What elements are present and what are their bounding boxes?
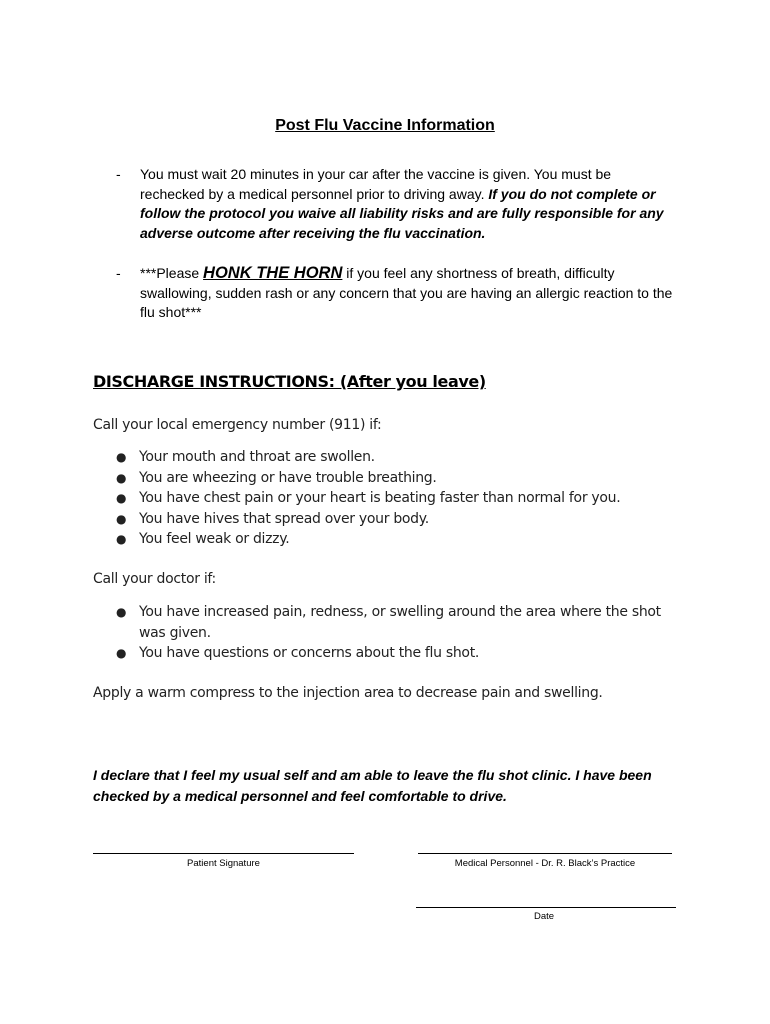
- emergency-intro: Call your local emergency number (911) if:: [93, 417, 382, 433]
- list-item-text: You are wheezing or have trouble breathing.: [139, 469, 437, 486]
- list-item: [116, 643, 686, 664]
- page-title: Post Flu Vaccine Information: [275, 117, 495, 134]
- list-item: [116, 509, 686, 530]
- list-item: [116, 529, 686, 550]
- medical-personnel-caption: Medical Personnel - Dr. R. Black’s Practice: [454, 858, 636, 869]
- list-item: [116, 488, 686, 509]
- list-item-text: You have increased pain, redness, or swelling around the area where the shot was given.: [139, 604, 661, 641]
- bullet-icon: ●: [116, 532, 127, 547]
- bullet-icon: ●: [116, 605, 127, 619]
- list-item: [116, 468, 686, 489]
- compress-instruction: Apply a warm compress to the injection area to decrease pain and swelling.: [93, 685, 603, 701]
- bullet-icon: ●: [116, 491, 127, 506]
- list-item: [116, 602, 686, 643]
- declaration-statement: I declare that I feel my usual self and am able to leave the flu shot clinic. I have been checked by a medical personnel and feel comfortable to drive.: [93, 767, 652, 804]
- bullet-icon: ●: [116, 646, 127, 661]
- honk-notice: [116, 264, 676, 323]
- list-item-text: You have questions or concerns about the flu shot.: [139, 645, 480, 662]
- dash-marker: -: [116, 166, 121, 182]
- list-item: [116, 447, 686, 468]
- date-line[interactable]: [416, 907, 676, 908]
- list-item-text: You have hives that spread over your body.: [139, 510, 429, 527]
- honk-prefix: ***Please: [140, 265, 204, 281]
- date-caption: Date: [533, 911, 555, 922]
- dash-marker: -: [116, 265, 121, 281]
- list-item-text: Your mouth and throat are swollen.: [139, 449, 375, 465]
- list-item-text: You feel weak or dizzy.: [139, 531, 290, 548]
- doctor-list: [116, 602, 686, 664]
- honk-the-horn-emphasis: HONK THE HORN: [203, 264, 343, 282]
- wait-notice-text: [140, 165, 676, 243]
- liability-warning: If you do not complete or follow the protocol you waive all liability risks and are fully responsible for any adverse outcome after receiving the flu vaccination.: [140, 185, 664, 241]
- discharge-heading: DISCHARGE INSTRUCTIONS: (After you leave): [93, 372, 486, 391]
- bullet-icon: ●: [116, 470, 127, 485]
- honk-suffix: if you feel any shortness of breath, difficulty swallowing, sudden rash or any concern that you are having an allergic reaction to the flu shot***: [140, 265, 673, 320]
- wait-notice: [116, 165, 676, 243]
- medical-personnel-signature-line[interactable]: [418, 853, 672, 854]
- patient-signature-line[interactable]: [93, 853, 354, 854]
- list-item-text: You have chest pain or your heart is beating faster than normal for you.: [139, 490, 621, 507]
- bullet-icon: ●: [116, 450, 127, 464]
- patient-signature-caption: Patient Signature: [187, 858, 260, 869]
- emergency-list: [116, 447, 686, 550]
- doctor-intro: Call your doctor if:: [93, 571, 216, 587]
- honk-notice-text: [140, 264, 676, 323]
- wait-instructions: You must wait 20 minutes in your car after the vaccine is given. You must be rechecked by a medical personnel prior to driving away.: [140, 166, 612, 202]
- bullet-icon: ●: [116, 511, 127, 526]
